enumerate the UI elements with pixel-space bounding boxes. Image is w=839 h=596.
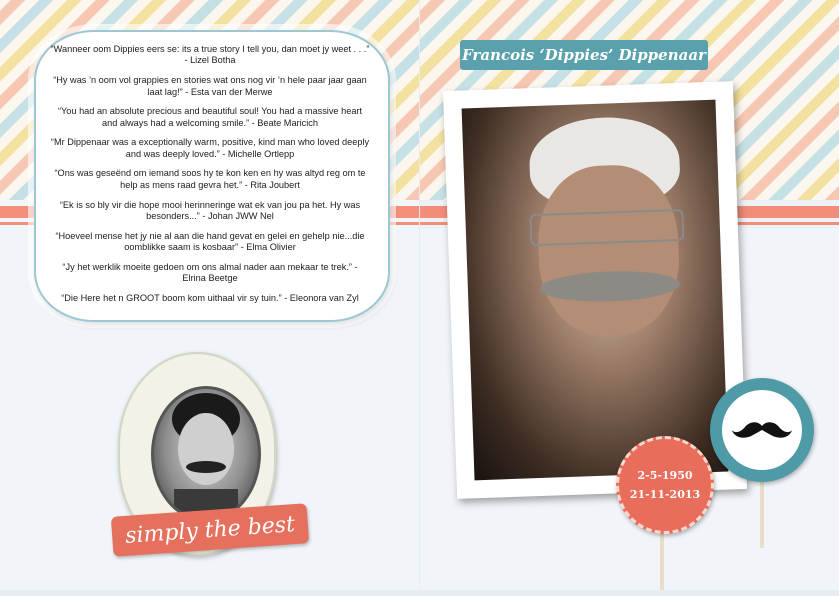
left-page bbox=[0, 0, 419, 590]
quote-item: “Die Here het n GROOT boom kom uithaal vir sy tuin.” - Eleonora van Zyl bbox=[61, 292, 359, 303]
quote-list bbox=[50, 44, 370, 313]
right-page bbox=[420, 0, 839, 590]
photo-glasses bbox=[529, 209, 684, 246]
mustache-badge bbox=[710, 378, 814, 482]
photo-card bbox=[443, 81, 747, 499]
quote-item: “Hoeveel mense het jy nie al aan die hand gevat en gelei en gehelp nie...die oomblikke saam is kosbaar” - Elma Olivier bbox=[55, 230, 365, 253]
mustache-icon bbox=[731, 418, 793, 442]
dates-badge bbox=[616, 436, 714, 534]
quote-item: “Ons was geseënd om iemand soos hy te kon ken en hy was altyd reg om te help as mens raad gevra het.” - Rita Joubert bbox=[54, 168, 366, 190]
birth-date: 2-5-1950 bbox=[637, 469, 693, 482]
simply-the-best-banner: simply the best bbox=[111, 503, 309, 557]
death-date: 21-11-2013 bbox=[629, 488, 701, 501]
quote-item: “Mr Dippenaar was a exceptionally warm, positive, kind man who loved deeply and was deeply loved.” - Michelle Ortlepp bbox=[50, 137, 370, 159]
badge-stick bbox=[760, 478, 764, 548]
mustache-badge-inner bbox=[722, 390, 802, 470]
main-photo bbox=[462, 100, 729, 481]
young-portrait-photo bbox=[151, 386, 261, 522]
quote-item: “Jy het werklik moeite gedoen om ons almal nader aan mekaar te trek.” - Elrina Beetge bbox=[62, 261, 358, 284]
quote-item: “Wanneer oom Dippies eers se: its a true story I tell you, dan moet jy weet . . .” - Lizel Botha bbox=[50, 44, 370, 66]
portrait-illustration bbox=[154, 389, 258, 519]
photo-face bbox=[536, 163, 682, 338]
quote-item: “You had an absolute precious and beautiful soul! You had a massive heart and always had a welcoming smile.” - Beate Maricich bbox=[57, 106, 363, 128]
name-banner: Francois ‘Dippies’ Dippenaar bbox=[460, 40, 708, 70]
quote-item: “Ek is so bly vir die hope mooi herinneringe wat ek van jou pa het. Hy was besonders...” - Johan JWW Nel bbox=[59, 199, 361, 221]
quote-item: “Hy was ’n oom vol grappies en stories wat ons nog vir ’n hele paar jaar gaan laat lag!” - Esta van der Merwe bbox=[53, 75, 367, 97]
